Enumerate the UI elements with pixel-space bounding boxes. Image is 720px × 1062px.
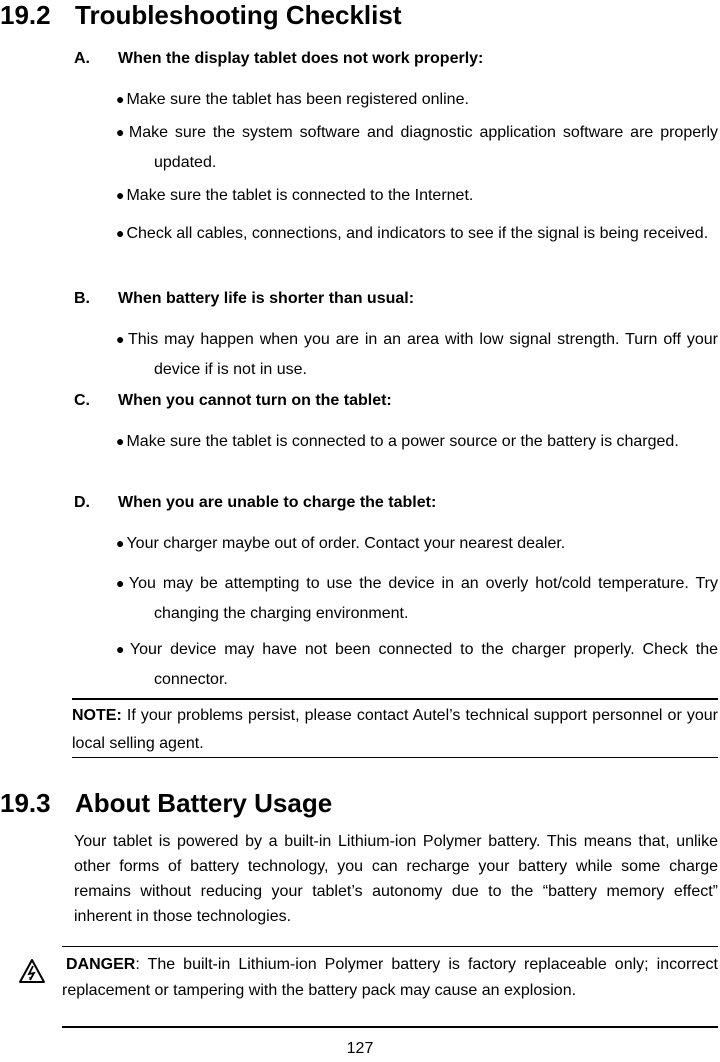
note-text: If your problems persist, please contact Autel’s technical support personnel or your local selling agent. xyxy=(72,707,718,752)
note-box xyxy=(72,698,718,758)
list-item xyxy=(116,117,718,178)
list-item xyxy=(116,568,718,629)
sub-heading-letter: A. xyxy=(74,50,90,67)
sub-heading-letter: D. xyxy=(74,494,90,511)
sub-heading-text: When you cannot turn on the tablet: xyxy=(118,392,392,409)
bullet-dot: ● xyxy=(116,535,125,551)
bullet-dot: ● xyxy=(116,433,125,449)
list-item-text: Your charger maybe out of order. Contact your nearest dealer. xyxy=(126,535,566,552)
bullet-dot: ● xyxy=(116,124,127,140)
list-item xyxy=(116,528,718,559)
section-title: Troubleshooting Checklist xyxy=(75,0,402,30)
list-item-text: Check all cables, connections, and indicators to see if the signal is being received. xyxy=(126,225,709,242)
list-item xyxy=(116,324,718,385)
list-item-text: Your device may have not been connected to the charger properly. Check the connector. xyxy=(129,641,718,688)
list-item xyxy=(116,426,718,457)
bullet-dot: ● xyxy=(116,331,126,347)
sub-heading-text: When battery life is shorter than usual: xyxy=(118,290,415,307)
list-item-text: Make sure the tablet is connected to the Internet. xyxy=(126,187,474,204)
high-voltage-warning-icon xyxy=(18,958,46,984)
list-item xyxy=(116,84,718,115)
sub-heading-a xyxy=(74,50,483,68)
danger-label: DANGER xyxy=(66,956,136,973)
bullet-dot: ● xyxy=(116,225,125,241)
list-item-text: Make sure the system software and diagnostic application software are properly updated. xyxy=(128,124,718,171)
page-number: 127 xyxy=(346,1040,374,1057)
bullet-dot: ● xyxy=(116,575,127,591)
section-number: 19.3 xyxy=(0,788,51,818)
sub-heading-text: When you are unable to charge the tablet: xyxy=(118,494,437,511)
bullet-dot: ● xyxy=(116,641,128,657)
list-item-text: Make sure the tablet is connected to a power source or the battery is charged. xyxy=(126,433,679,450)
sub-heading-b xyxy=(74,290,414,308)
sub-heading-d xyxy=(74,494,436,512)
section-number: 19.2 xyxy=(0,0,51,30)
sub-heading-text: When the display tablet does not work properly: xyxy=(118,50,484,67)
bullet-dot: ● xyxy=(116,91,125,107)
sub-heading-letter: C. xyxy=(74,392,90,409)
list-item xyxy=(116,180,718,211)
list-item-text: You may be attempting to use the device in an overly hot/cold temperature. Try changing the charging environment. xyxy=(128,575,718,622)
sub-heading-c xyxy=(74,392,392,410)
list-item-text: This may happen when you are in an area with low signal strength. Turn off your device if is not in use. xyxy=(127,331,718,378)
list-item xyxy=(116,634,718,695)
battery-paragraph: Your tablet is powered by a built-in Lithium-ion Polymer battery. This means that, unlike other forms of battery technology, you can recharge your battery while some charge remains without reducing your tablet’s autonomy due to the “battery memory effect” inherent in those technologies. xyxy=(74,833,718,925)
section-heading-19-3 xyxy=(0,788,332,819)
danger-text: : The built-in Lithium-ion Polymer battery is factory replaceable only; incorrect replacement or tampering with the battery pack may cause an explosion. xyxy=(62,956,718,999)
sub-heading-letter: B. xyxy=(74,290,90,307)
danger-box xyxy=(62,946,718,1028)
section-heading-19-2 xyxy=(0,0,401,31)
bullet-dot: ● xyxy=(116,187,125,203)
note-label: NOTE: xyxy=(72,707,122,724)
section-title: About Battery Usage xyxy=(75,788,333,818)
list-item-text: Make sure the tablet has been registered online. xyxy=(126,91,469,108)
list-item xyxy=(116,218,718,249)
